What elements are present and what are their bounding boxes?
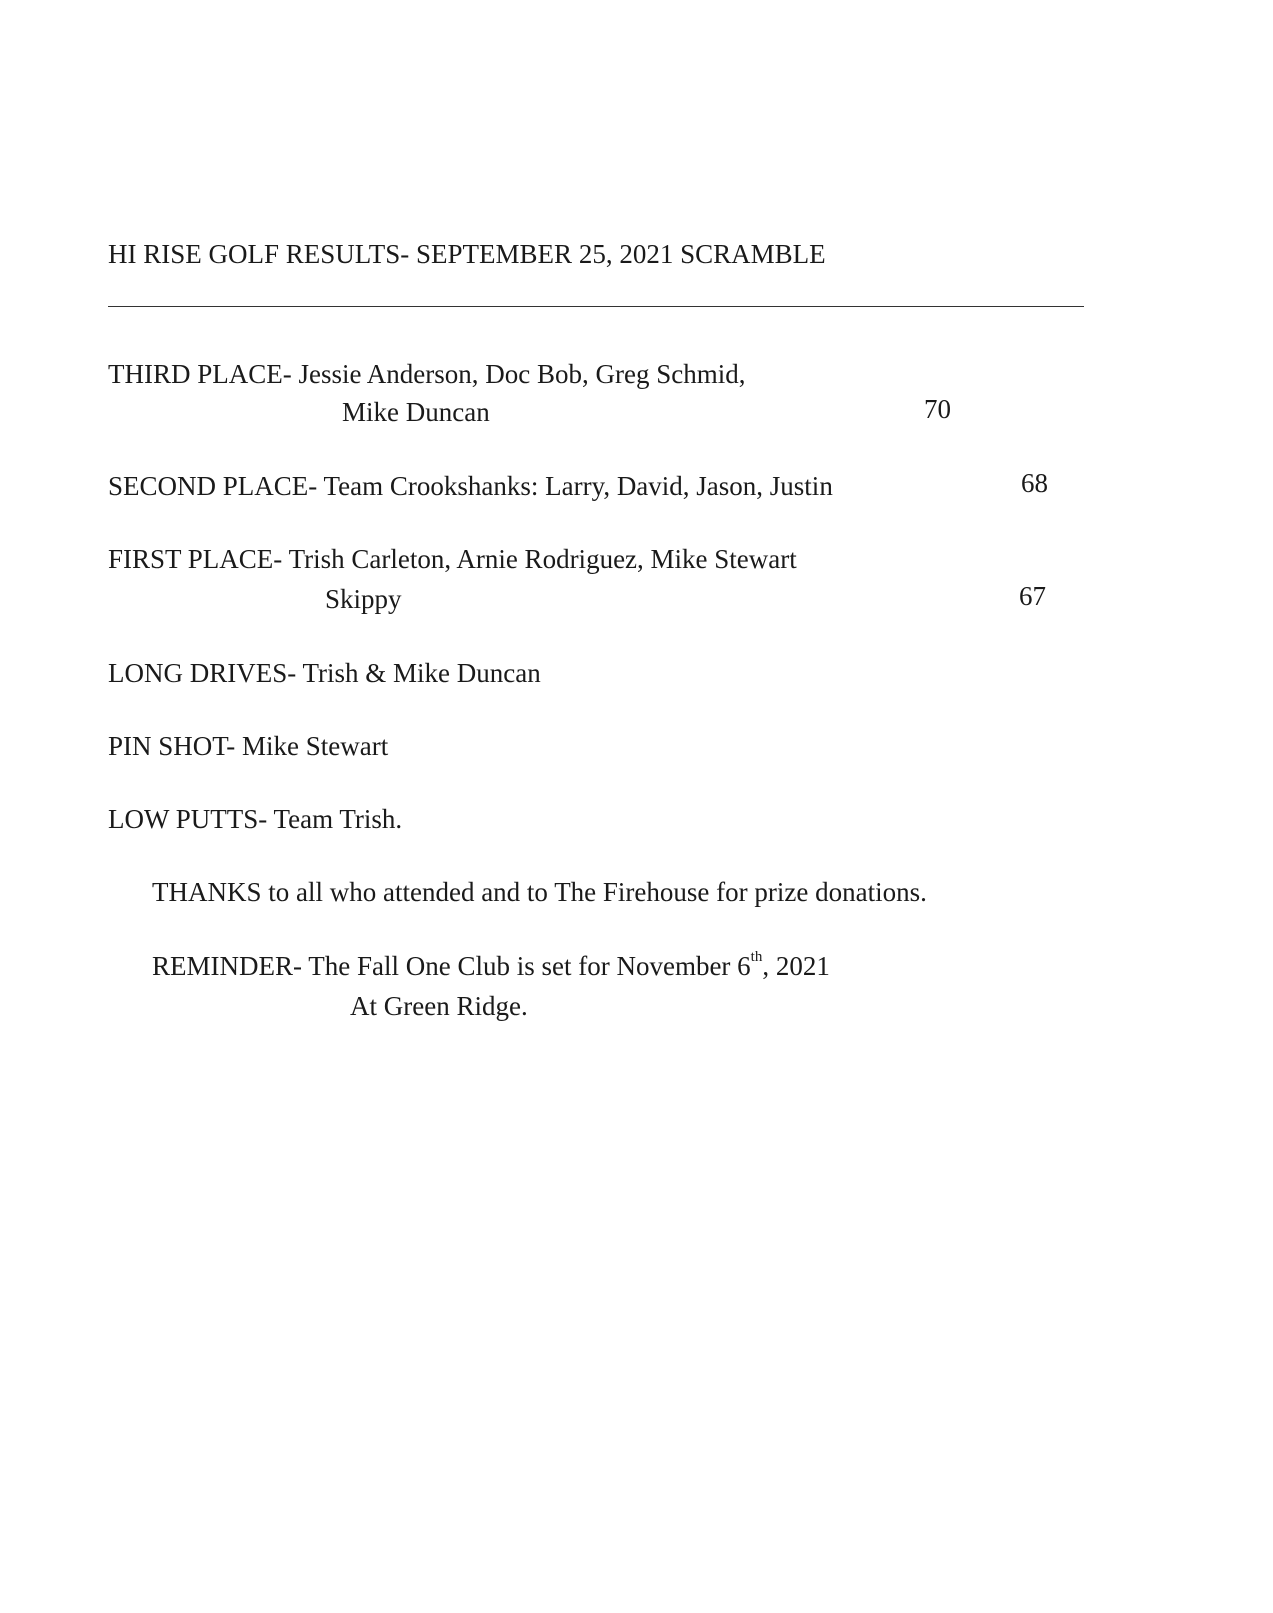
third-place-score: 70 <box>924 394 951 424</box>
third-place-names-cont: Mike Duncan <box>342 397 490 427</box>
second-place-score: 68 <box>1021 468 1048 498</box>
first-place-label: FIRST PLACE- <box>108 544 283 574</box>
second-place-names: Team Crookshanks: Larry, David, Jason, Justin <box>323 471 833 501</box>
pin-shot: PIN SHOT- Mike Stewart <box>108 731 389 761</box>
first-place-names: Trish Carleton, Arnie Rodriguez, Mike Stewart <box>288 544 797 574</box>
low-putts: LOW PUTTS- Team Trish. <box>108 804 403 834</box>
thanks-note: THANKS to all who attended and to The Firehouse for prize donations. <box>152 877 927 907</box>
first-place-score: 67 <box>1019 581 1046 611</box>
first-place-line1 <box>108 543 797 575</box>
reminder-location: At Green Ridge. <box>350 991 528 1021</box>
reminder-text: REMINDER- The Fall One Club is set for November 6 <box>152 951 751 981</box>
reminder-year: , 2021 <box>762 951 830 981</box>
third-place-label: THIRD PLACE- <box>108 359 292 389</box>
title-divider <box>108 306 1084 307</box>
reminder-line1 <box>152 950 830 982</box>
second-place-label: SECOND PLACE- <box>108 471 318 501</box>
first-place-names-cont: Skippy <box>325 584 402 614</box>
third-place-names: Jessie Anderson, Doc Bob, Greg Schmid, <box>298 359 746 389</box>
third-place-line1 <box>108 358 745 390</box>
document-title: HI RISE GOLF RESULTS- SEPTEMBER 25, 2021 SCRAMBLE <box>108 239 826 269</box>
second-place-line <box>108 470 833 502</box>
long-drives: LONG DRIVES- Trish & Mike Duncan <box>108 658 541 688</box>
reminder-ordinal: th <box>750 949 763 965</box>
